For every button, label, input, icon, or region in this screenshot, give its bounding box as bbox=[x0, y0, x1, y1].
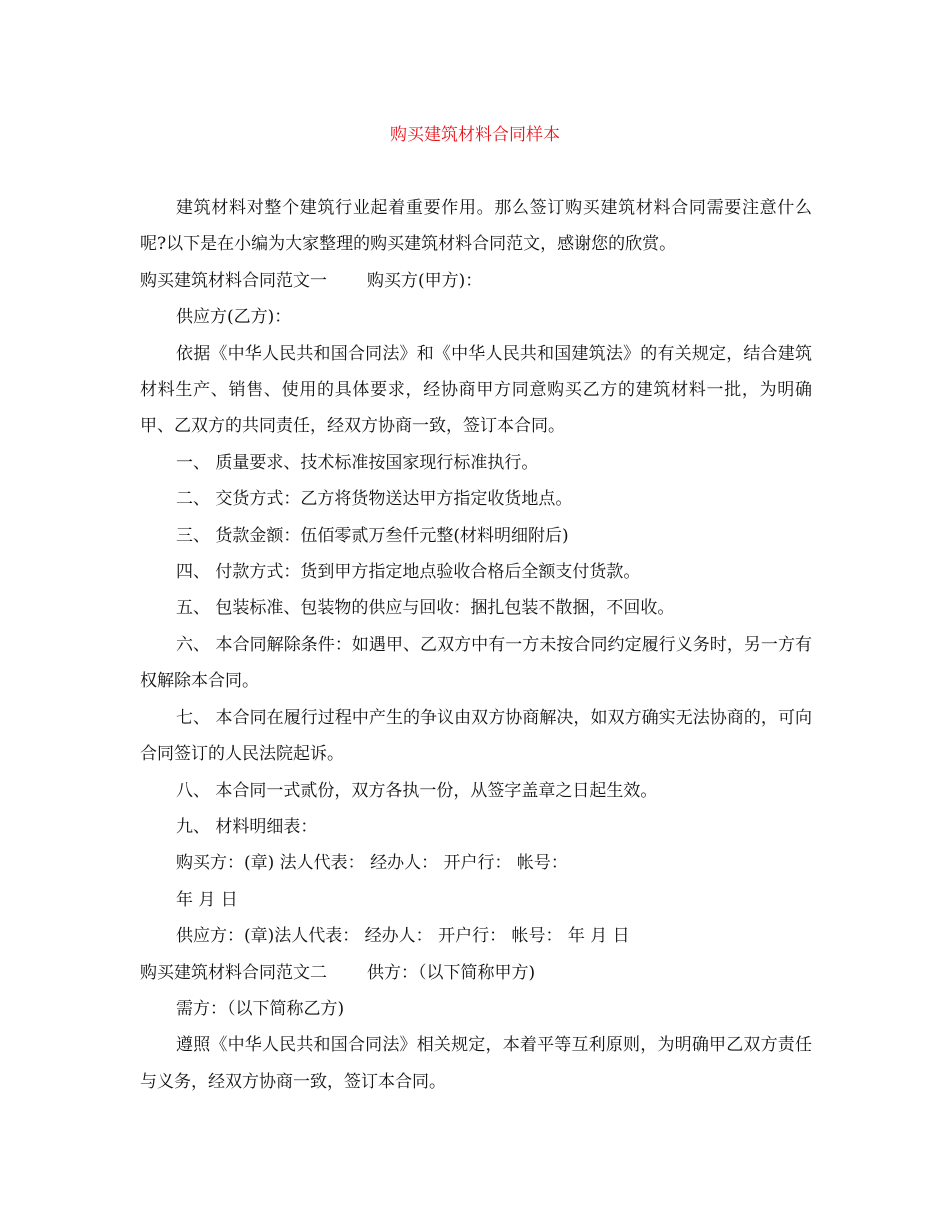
sample2-demander-label: 需方：（以下简称乙方) bbox=[176, 998, 345, 1019]
clause-4: 四、 付款方式：货到甲方指定地点验收合格后全额支付货款。 bbox=[176, 562, 641, 583]
intro-paragraph: 建筑材料对整个建筑行业起着重要作用。那么签订购买建筑材料合同需要注意什么呢?以下是在小编为大家整理的购买建筑材料合同范文，感谢您的欣赏。 bbox=[140, 198, 812, 255]
clause-6: 六、 本合同解除条件：如遇甲、乙双方中有一方未按合同约定履行义务时，另一方有权解除本合同。 bbox=[140, 634, 812, 692]
clause-9: 九、 材料明细表： bbox=[176, 816, 318, 837]
clause-3: 三、 货款金额：伍佰零贰万叁仟元整(材料明细附后) bbox=[176, 525, 569, 546]
clause-7: 七、 本合同在履行过程中产生的争议由双方协商解决，如双方确实无法协商的，可向合同签订的人民法院起诉。 bbox=[140, 707, 812, 765]
supplier-label: 供应方(乙方)： bbox=[176, 307, 292, 328]
clause-2: 二、 交货方式：乙方将货物送达甲方指定收货地点。 bbox=[176, 489, 573, 510]
sample1-heading-line bbox=[140, 263, 812, 299]
sample2-heading: 购买建筑材料合同范文二 bbox=[140, 962, 327, 983]
document-title: 购买建筑材料合同样本 bbox=[390, 125, 560, 145]
sample1-preamble: 依据《中华人民共和国合同法》和《中华人民共和国建筑法》的有关规定，结合建筑材料生产、销售、使用的具体要求，经协商甲方同意购买乙方的建筑材料一批，为明确甲、乙双方的共同责任，经双方协商一致，签订本合同。 bbox=[140, 343, 812, 437]
sample1-heading: 购买建筑材料合同范文一 bbox=[140, 270, 327, 291]
clause-1: 一、 质量要求、技术标准按国家现行标准执行。 bbox=[176, 452, 539, 473]
sample2-heading-line bbox=[140, 955, 812, 991]
sample2-preamble: 遵照《中华人民共和国合同法》相关规定，本着平等互利原则，为明确甲乙双方责任与义务，经双方协商一致，签订本合同。 bbox=[140, 1035, 812, 1092]
buyer-date-line: 年 月 日 bbox=[176, 889, 238, 910]
buyer-label: 购买方(甲方)： bbox=[367, 270, 483, 291]
document-body bbox=[140, 190, 812, 1100]
clause-8: 八、 本合同一式贰份，双方各执一份，从签字盖章之日起生效。 bbox=[176, 780, 658, 801]
clause-5: 五、 包装标准、包装物的供应与回收：捆扎包装不散捆，不回收。 bbox=[176, 598, 675, 619]
supplier-signature-line: 供应方：(章)法人代表： 经办人： 开户行： 帐号： 年 月 日 bbox=[176, 926, 630, 947]
sample2-supplier-label: 供方：（以下简称甲方) bbox=[367, 962, 536, 983]
buyer-signature-line: 购买方：(章) 法人代表： 经办人： 开户行： 帐号： bbox=[176, 853, 568, 874]
